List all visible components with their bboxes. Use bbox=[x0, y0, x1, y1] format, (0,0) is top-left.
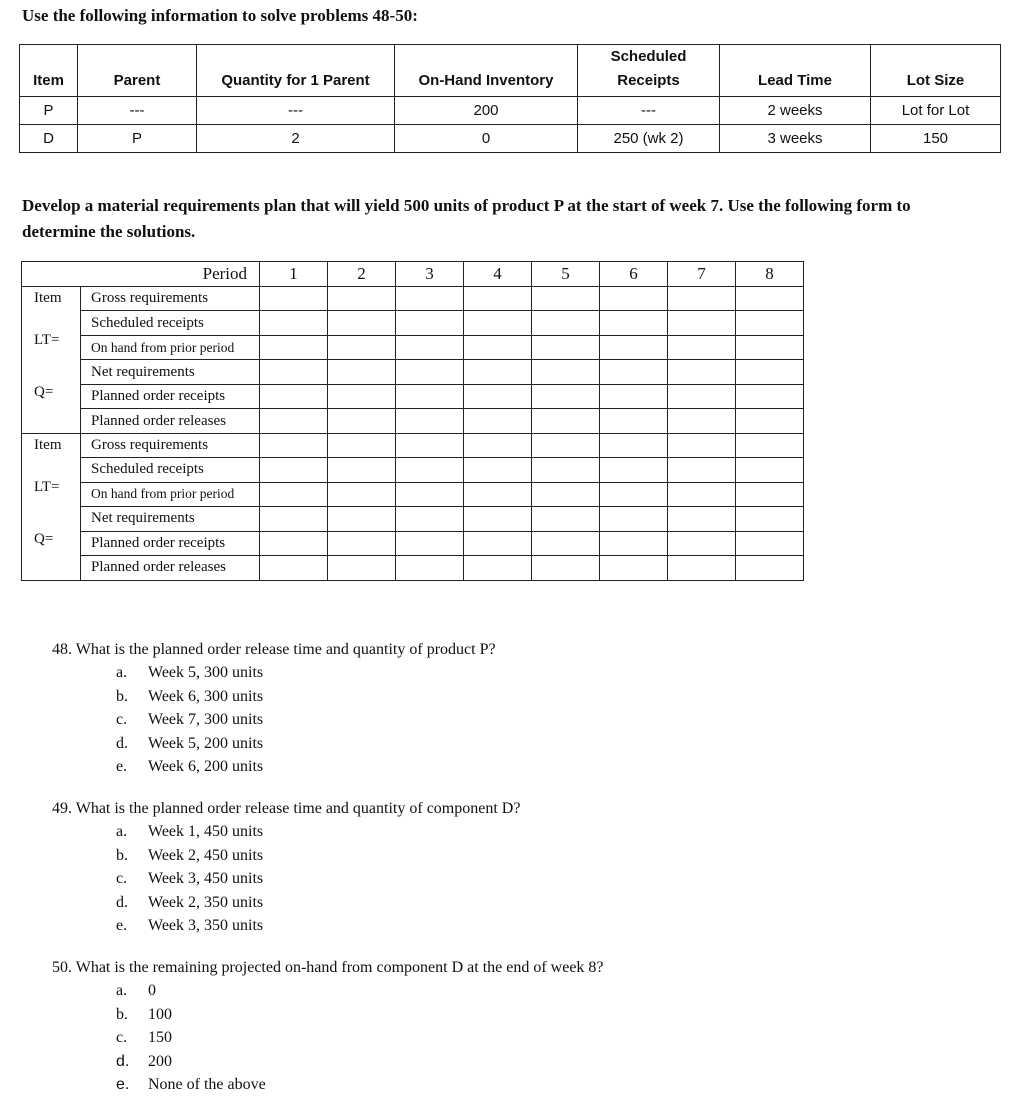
mrp-entry-cell[interactable] bbox=[464, 384, 532, 408]
mrp-entry-cell[interactable] bbox=[668, 384, 736, 408]
mrp-entry-cell[interactable] bbox=[668, 458, 736, 482]
option-letter: d. bbox=[116, 734, 128, 752]
mrp-entry-cell[interactable] bbox=[396, 287, 464, 311]
option-text: Week 3, 350 units bbox=[148, 917, 264, 934]
item-label: Item bbox=[34, 290, 62, 306]
cell: --- bbox=[78, 97, 197, 125]
lot-size-label: Q= bbox=[34, 384, 54, 400]
row-label: Planned order releases bbox=[81, 556, 260, 581]
answer-option[interactable] bbox=[116, 1029, 172, 1047]
item-label: Item bbox=[34, 436, 62, 453]
period-number: 5 bbox=[532, 262, 600, 287]
mrp-entry-cell[interactable] bbox=[736, 531, 804, 555]
mrp-entry-cell[interactable] bbox=[600, 287, 668, 311]
instructions-text: Develop a material requirements plan that will yield 500 units of product P at the start of week 7. Use the following form to determine the solutions. bbox=[22, 196, 911, 241]
mrp-entry-cell[interactable] bbox=[600, 458, 668, 482]
mrp-entry-cell[interactable] bbox=[260, 433, 328, 457]
mrp-entry-cell[interactable] bbox=[600, 531, 668, 555]
period-number: 6 bbox=[600, 262, 668, 287]
mrp-entry-cell[interactable] bbox=[668, 531, 736, 555]
row-label: Net requirements bbox=[81, 507, 260, 531]
mrp-entry-cell[interactable] bbox=[464, 335, 532, 359]
answer-option[interactable] bbox=[116, 823, 263, 841]
mrp-entry-cell[interactable] bbox=[532, 531, 600, 555]
mrp-entry-cell[interactable] bbox=[328, 482, 396, 506]
mrp-entry-cell[interactable] bbox=[736, 384, 804, 408]
option-text: 0 bbox=[148, 982, 156, 999]
mrp-entry-cell[interactable] bbox=[260, 482, 328, 506]
option-text: Week 1, 450 units bbox=[148, 823, 264, 840]
option-text: Week 5, 300 units bbox=[148, 664, 264, 681]
mrp-entry-cell[interactable] bbox=[668, 433, 736, 457]
mrp-entry-cell[interactable] bbox=[532, 384, 600, 408]
mrp-entry-cell[interactable] bbox=[396, 384, 464, 408]
mrp-entry-cell[interactable] bbox=[736, 433, 804, 457]
mrp-entry-cell[interactable] bbox=[532, 433, 600, 457]
mrp-entry-cell[interactable] bbox=[532, 335, 600, 359]
question-text: 50. What is the remaining projected on-hand from component D at the end of week 8? bbox=[52, 959, 604, 976]
row-label: Planned order receipts bbox=[81, 384, 260, 408]
answer-option[interactable] bbox=[116, 894, 263, 912]
col-header-quantity: Quantity for 1 Parent bbox=[197, 45, 395, 97]
col-header-item: Item bbox=[20, 45, 78, 97]
period-number: 3 bbox=[396, 262, 464, 287]
cell: 150 bbox=[871, 125, 1001, 153]
mrp-entry-cell[interactable] bbox=[736, 311, 804, 335]
option-letter: e. bbox=[116, 1076, 130, 1093]
mrp-form-table bbox=[21, 261, 804, 581]
mrp-row bbox=[22, 384, 804, 408]
mrp-row bbox=[22, 335, 804, 359]
option-letter: b. bbox=[116, 1005, 128, 1023]
mrp-entry-cell[interactable] bbox=[396, 311, 464, 335]
cell: 3 weeks bbox=[720, 125, 871, 153]
mrp-row bbox=[22, 409, 804, 434]
row-label: Scheduled receipts bbox=[81, 458, 260, 482]
mrp-entry-cell[interactable] bbox=[532, 311, 600, 335]
mrp-entry-cell[interactable] bbox=[600, 556, 668, 581]
mrp-row bbox=[22, 360, 804, 384]
answer-option[interactable] bbox=[116, 917, 263, 935]
option-letter: c. bbox=[116, 711, 128, 728]
mrp-entry-cell[interactable] bbox=[464, 360, 532, 384]
mrp-row bbox=[22, 556, 804, 581]
option-letter: a. bbox=[116, 664, 128, 681]
mrp-entry-cell[interactable] bbox=[600, 360, 668, 384]
mrp-row bbox=[22, 433, 804, 457]
mrp-entry-cell[interactable] bbox=[328, 531, 396, 555]
cell: D bbox=[20, 125, 78, 153]
mrp-entry-cell[interactable] bbox=[668, 311, 736, 335]
period-number: 4 bbox=[464, 262, 532, 287]
table-row bbox=[20, 125, 1001, 153]
col-header-scheduled-receipts: Scheduled Receipts bbox=[578, 45, 720, 97]
mrp-entry-cell[interactable] bbox=[532, 409, 600, 434]
mrp-row bbox=[22, 482, 804, 506]
mrp-entry-cell[interactable] bbox=[464, 507, 532, 531]
item-group-labels bbox=[22, 287, 81, 434]
mrp-entry-cell[interactable] bbox=[600, 335, 668, 359]
mrp-entry-cell[interactable] bbox=[260, 311, 328, 335]
mrp-entry-cell[interactable] bbox=[464, 531, 532, 555]
col-header-lead-time: Lead Time bbox=[720, 45, 871, 97]
lot-size-label: Q= bbox=[34, 530, 54, 547]
answer-option[interactable] bbox=[116, 1006, 172, 1024]
cell: --- bbox=[197, 97, 395, 125]
col-header-lot-size: Lot Size bbox=[871, 45, 1001, 97]
answer-option[interactable] bbox=[116, 758, 263, 776]
mrp-entry-cell[interactable] bbox=[328, 360, 396, 384]
mrp-entry-cell[interactable] bbox=[396, 482, 464, 506]
mrp-entry-cell[interactable] bbox=[668, 335, 736, 359]
cell: 2 bbox=[197, 125, 395, 153]
answer-option[interactable] bbox=[116, 688, 263, 706]
mrp-entry-cell[interactable] bbox=[464, 458, 532, 482]
mrp-row bbox=[22, 507, 804, 531]
mrp-entry-cell[interactable] bbox=[328, 384, 396, 408]
mrp-entry-cell[interactable] bbox=[396, 360, 464, 384]
col-header-parent: Parent bbox=[78, 45, 197, 97]
option-text: Week 7, 300 units bbox=[148, 711, 264, 728]
period-number: 2 bbox=[328, 262, 396, 287]
mrp-entry-cell[interactable] bbox=[464, 311, 532, 335]
option-text: Week 2, 350 units bbox=[148, 893, 264, 911]
option-text: 150 bbox=[148, 1029, 172, 1046]
mrp-entry-cell[interactable] bbox=[600, 433, 668, 457]
mrp-entry-cell[interactable] bbox=[260, 458, 328, 482]
mrp-entry-cell[interactable] bbox=[260, 360, 328, 384]
mrp-entry-cell[interactable] bbox=[464, 433, 532, 457]
answer-option[interactable] bbox=[116, 847, 263, 865]
row-label: On hand from prior period bbox=[81, 482, 260, 506]
row-label: Planned order receipts bbox=[81, 531, 260, 555]
option-letter: a. bbox=[116, 982, 128, 999]
mrp-entry-cell[interactable] bbox=[396, 335, 464, 359]
mrp-entry-cell[interactable] bbox=[396, 433, 464, 457]
option-letter: c. bbox=[116, 870, 128, 887]
option-text: Week 6, 300 units bbox=[148, 687, 264, 705]
mrp-entry-cell[interactable] bbox=[532, 556, 600, 581]
mrp-row bbox=[22, 458, 804, 482]
mrp-entry-cell[interactable] bbox=[260, 287, 328, 311]
option-letter: b. bbox=[116, 687, 128, 705]
cell: Lot for Lot bbox=[871, 97, 1001, 125]
mrp-entry-cell[interactable] bbox=[600, 311, 668, 335]
answer-option[interactable] bbox=[116, 870, 263, 888]
mrp-entry-cell[interactable] bbox=[396, 409, 464, 434]
mrp-entry-cell[interactable] bbox=[736, 360, 804, 384]
mrp-entry-cell[interactable] bbox=[464, 482, 532, 506]
period-header-row bbox=[22, 262, 804, 287]
mrp-entry-cell[interactable] bbox=[260, 335, 328, 359]
mrp-entry-cell[interactable] bbox=[532, 482, 600, 506]
mrp-row bbox=[22, 287, 804, 311]
mrp-entry-cell[interactable] bbox=[600, 507, 668, 531]
mrp-entry-cell[interactable] bbox=[328, 458, 396, 482]
mrp-entry-cell[interactable] bbox=[260, 384, 328, 408]
answer-option[interactable] bbox=[116, 664, 263, 682]
option-text: None of the above bbox=[148, 1076, 266, 1093]
mrp-entry-cell[interactable] bbox=[600, 409, 668, 434]
cell: 250 (wk 2) bbox=[578, 125, 720, 153]
period-number: 1 bbox=[260, 262, 328, 287]
option-letter: a. bbox=[116, 823, 128, 840]
mrp-entry-cell[interactable] bbox=[736, 482, 804, 506]
option-text: Week 5, 200 units bbox=[148, 734, 264, 752]
mrp-entry-cell[interactable] bbox=[328, 433, 396, 457]
mrp-row bbox=[22, 531, 804, 555]
item-group-labels bbox=[22, 433, 81, 580]
mrp-entry-cell[interactable] bbox=[328, 287, 396, 311]
answer-option[interactable] bbox=[116, 982, 156, 1000]
mrp-entry-cell[interactable] bbox=[328, 409, 396, 434]
mrp-entry-cell[interactable] bbox=[260, 531, 328, 555]
cell: 0 bbox=[395, 125, 578, 153]
option-text: Week 3, 450 units bbox=[148, 870, 264, 887]
answer-option[interactable] bbox=[116, 735, 263, 753]
mrp-entry-cell[interactable] bbox=[736, 409, 804, 434]
answer-option[interactable] bbox=[116, 1053, 172, 1071]
option-letter: d. bbox=[116, 893, 128, 911]
cell: --- bbox=[578, 97, 720, 125]
row-label: Scheduled receipts bbox=[81, 311, 260, 335]
option-text: 200 bbox=[148, 1052, 172, 1070]
mrp-entry-cell[interactable] bbox=[736, 458, 804, 482]
option-letter: b. bbox=[116, 846, 128, 864]
lead-time-label: LT= bbox=[34, 332, 60, 348]
option-text: 100 bbox=[148, 1005, 172, 1023]
option-letter: e. bbox=[116, 917, 128, 934]
mrp-entry-cell[interactable] bbox=[736, 287, 804, 311]
mrp-entry-cell[interactable] bbox=[464, 409, 532, 434]
row-label: On hand from prior period bbox=[81, 335, 260, 359]
cell: 2 weeks bbox=[720, 97, 871, 125]
mrp-entry-cell[interactable] bbox=[668, 287, 736, 311]
mrp-entry-cell[interactable] bbox=[668, 507, 736, 531]
answer-option[interactable] bbox=[116, 711, 263, 729]
row-label: Net requirements bbox=[81, 360, 260, 384]
option-letter: d. bbox=[116, 1052, 130, 1070]
mrp-entry-cell[interactable] bbox=[396, 556, 464, 581]
data-table-header-row bbox=[20, 45, 1001, 97]
mrp-entry-cell[interactable] bbox=[260, 409, 328, 434]
question-text: 49. What is the planned order release time and quantity of component D? bbox=[52, 800, 521, 817]
mrp-entry-cell[interactable] bbox=[328, 507, 396, 531]
mrp-entry-cell[interactable] bbox=[736, 507, 804, 531]
row-label: Planned order releases bbox=[81, 409, 260, 434]
mrp-entry-cell[interactable] bbox=[260, 556, 328, 581]
mrp-entry-cell[interactable] bbox=[396, 507, 464, 531]
question-text: 48. What is the planned order release time and quantity of product P? bbox=[52, 641, 496, 658]
mrp-entry-cell[interactable] bbox=[532, 507, 600, 531]
cell: P bbox=[20, 97, 78, 125]
mrp-entry-cell[interactable] bbox=[736, 335, 804, 359]
cell: P bbox=[78, 125, 197, 153]
mrp-entry-cell[interactable] bbox=[532, 458, 600, 482]
mrp-entry-cell[interactable] bbox=[668, 556, 736, 581]
row-label: Gross requirements bbox=[81, 287, 260, 311]
mrp-entry-cell[interactable] bbox=[668, 409, 736, 434]
period-label: Period bbox=[22, 262, 260, 287]
mrp-entry-cell[interactable] bbox=[328, 311, 396, 335]
period-number: 8 bbox=[736, 262, 804, 287]
mrp-entry-cell[interactable] bbox=[464, 287, 532, 311]
mrp-entry-cell[interactable] bbox=[736, 556, 804, 581]
mrp-row bbox=[22, 311, 804, 335]
mrp-entry-cell[interactable] bbox=[668, 360, 736, 384]
mrp-entry-cell[interactable] bbox=[464, 556, 532, 581]
lead-time-label: LT= bbox=[34, 478, 60, 495]
mrp-entry-cell[interactable] bbox=[600, 482, 668, 506]
option-text: Week 6, 200 units bbox=[148, 758, 264, 775]
row-label: Gross requirements bbox=[81, 433, 260, 457]
option-letter: c. bbox=[116, 1029, 128, 1046]
mrp-entry-cell[interactable] bbox=[668, 482, 736, 506]
answer-option[interactable] bbox=[116, 1076, 266, 1094]
intro-heading: Use the following information to solve problems 48-50: bbox=[22, 6, 418, 25]
option-text: Week 2, 450 units bbox=[148, 846, 264, 864]
mrp-entry-cell[interactable] bbox=[396, 458, 464, 482]
option-letter: e. bbox=[116, 758, 128, 775]
period-number: 7 bbox=[668, 262, 736, 287]
mrp-entry-cell[interactable] bbox=[396, 531, 464, 555]
mrp-entry-cell[interactable] bbox=[260, 507, 328, 531]
mrp-entry-cell[interactable] bbox=[328, 556, 396, 581]
mrp-entry-cell[interactable] bbox=[532, 360, 600, 384]
mrp-entry-cell[interactable] bbox=[532, 287, 600, 311]
table-row bbox=[20, 97, 1001, 125]
mrp-entry-cell[interactable] bbox=[600, 384, 668, 408]
col-header-on-hand: On-Hand Inventory bbox=[395, 45, 578, 97]
mrp-entry-cell[interactable] bbox=[328, 335, 396, 359]
cell: 200 bbox=[395, 97, 578, 125]
item-data-table bbox=[19, 44, 1001, 153]
